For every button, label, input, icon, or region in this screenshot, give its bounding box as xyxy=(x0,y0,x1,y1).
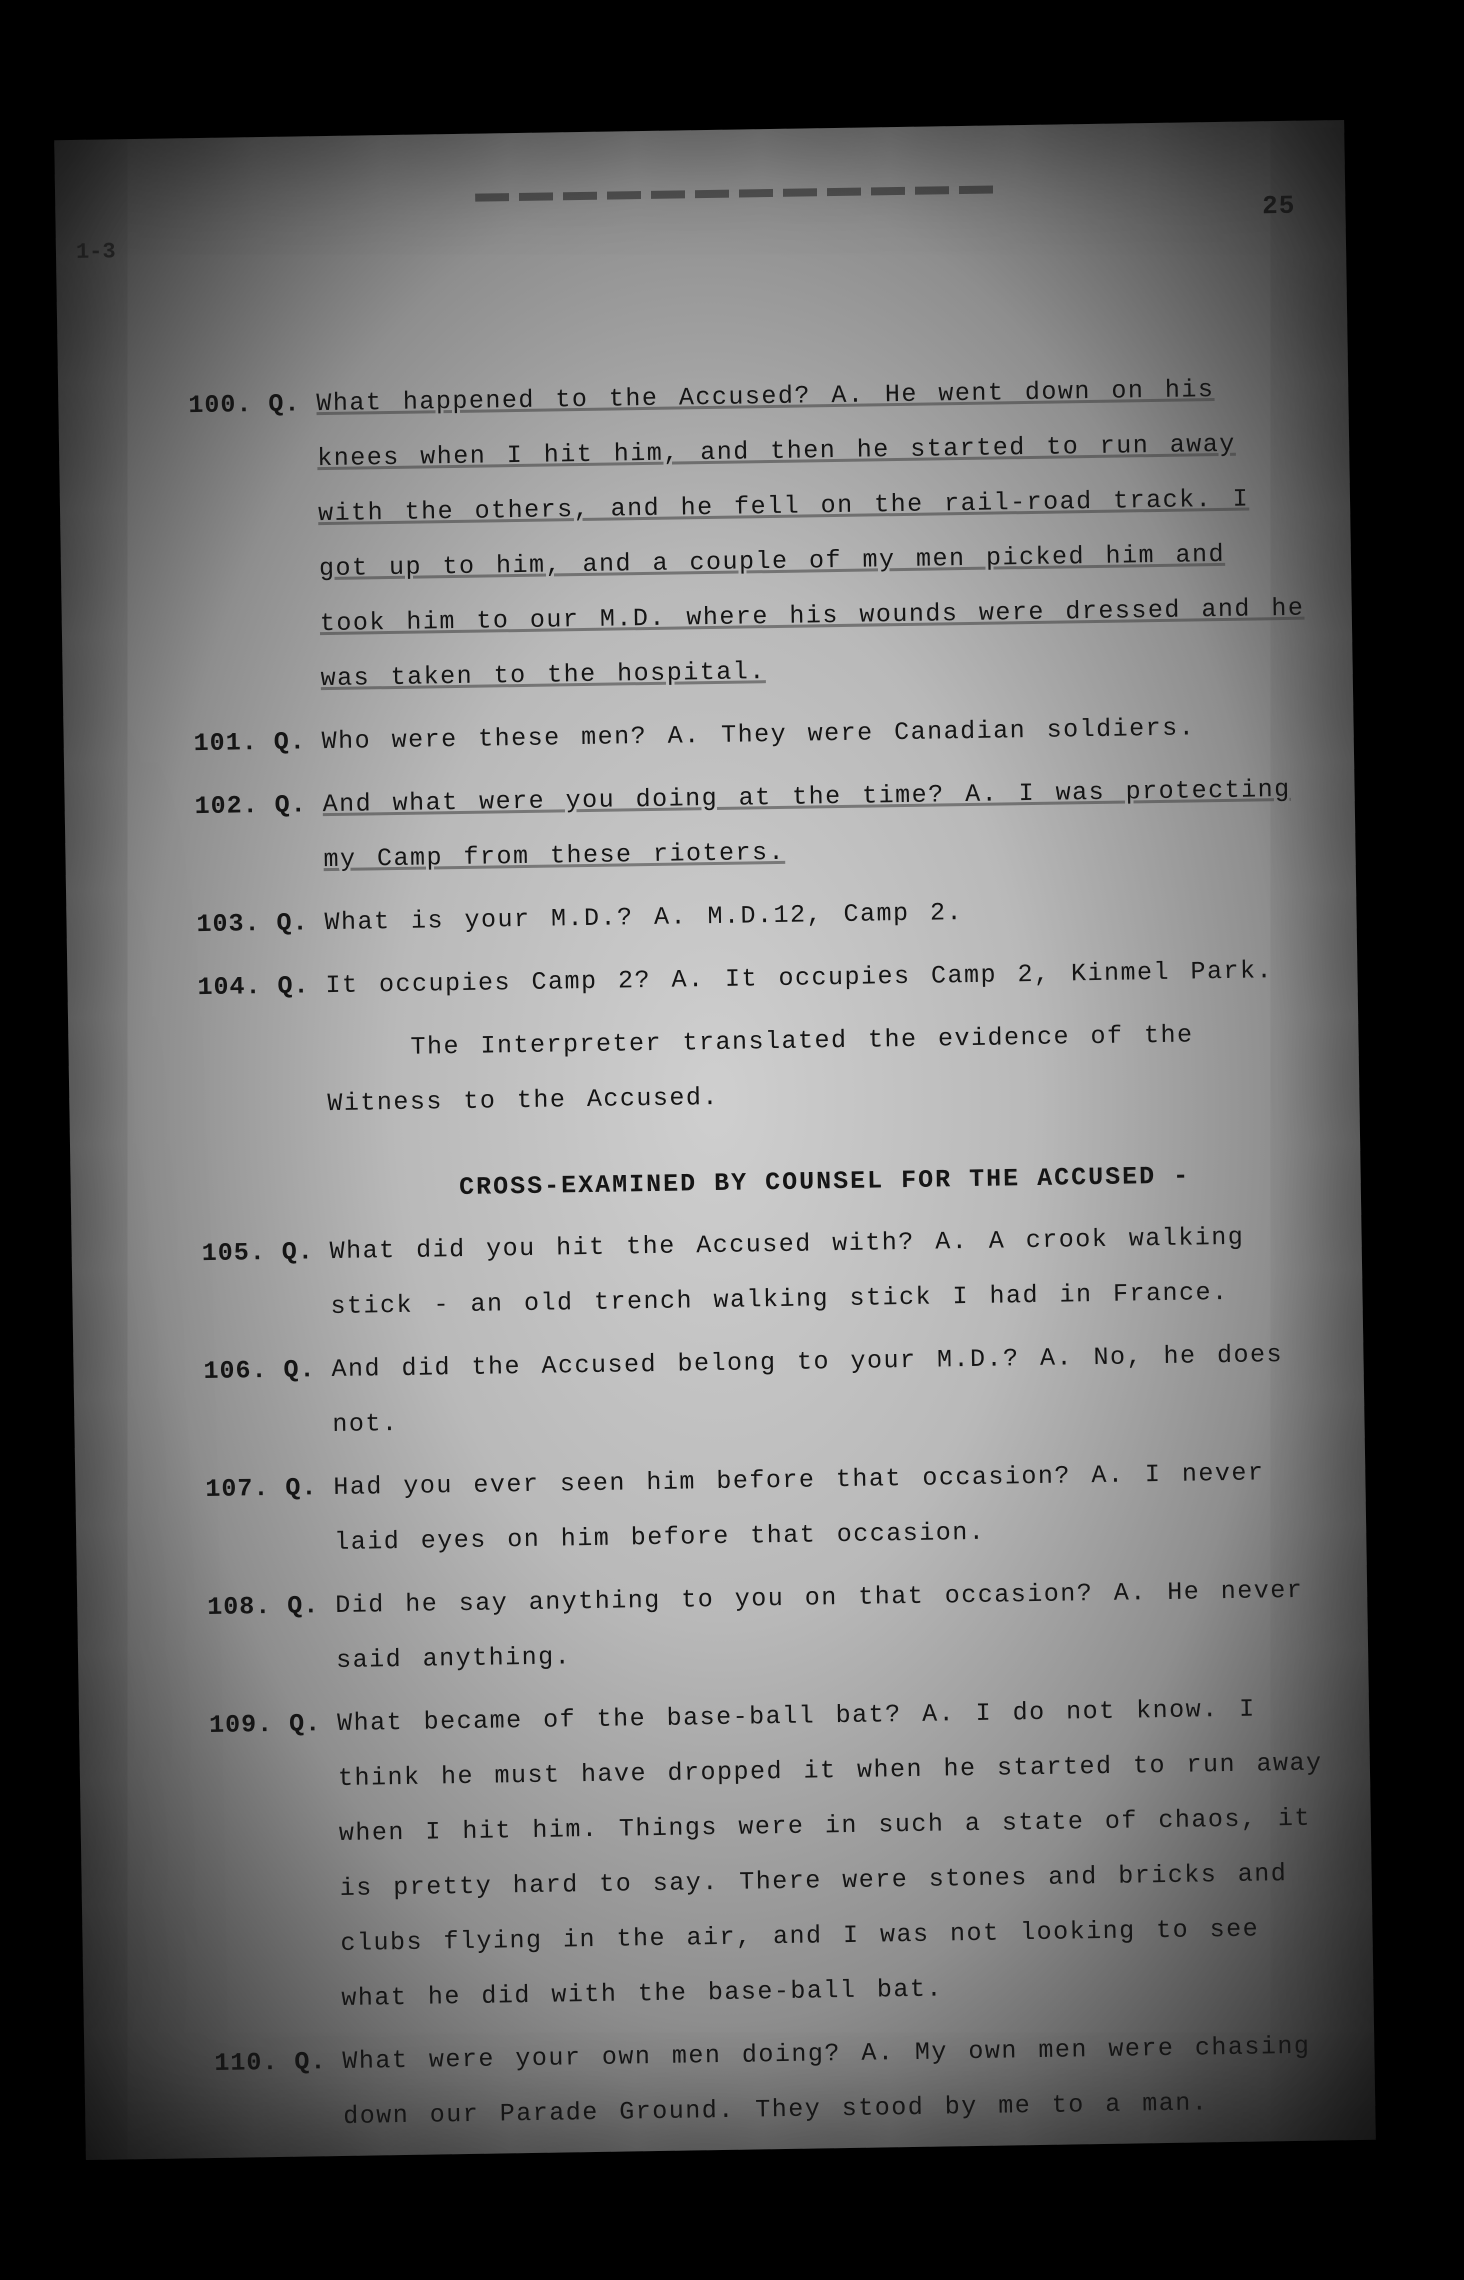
qa-entry-107 xyxy=(205,1444,1327,1572)
qa-entry-101 xyxy=(193,699,1314,772)
qa-entry-106 xyxy=(203,1326,1325,1454)
qa-text: And did the Accused belong to your M.D.? A. No, he does not. xyxy=(331,1340,1284,1440)
corner-mark: 1-3 xyxy=(75,239,116,265)
qa-entry-105 xyxy=(201,1208,1323,1336)
qa-text: Had you ever seen him before that occasion? A. I never laid eyes on him before that occasion. xyxy=(333,1458,1265,1558)
transcript-body xyxy=(188,361,1336,2154)
question-number: 107. Q. xyxy=(205,1473,318,1505)
question-number: 109. Q. xyxy=(208,1709,322,1741)
qa-entry-103 xyxy=(196,880,1317,953)
qa-entry-109 xyxy=(209,1680,1334,2028)
page-number: 25 xyxy=(1261,190,1296,222)
qa-entry-110 xyxy=(214,2018,1336,2146)
section-heading: CROSS-EXAMINED BY COUNSEL FOR THE ACCUSED - xyxy=(458,1161,1191,1203)
question-number: 105. Q. xyxy=(201,1237,314,1269)
qa-text: It occupies Camp 2? A. It occupies Camp 2, Kinmel Park. xyxy=(325,956,1274,1001)
question-number: 101. Q. xyxy=(193,727,306,759)
qa-text: What happened to the Accused? A. He went down on his knees when I hit him, and then he started to run away with the others, and he fell on the rail-road track. I got up to him, and a couple of my men picked him and took him to our M.D. where his wounds were dressed and he was taken to the hospital. xyxy=(316,375,1305,694)
qa-entry-100 xyxy=(188,361,1313,709)
question-number: 104. Q. xyxy=(197,971,310,1003)
document-page xyxy=(54,120,1376,2160)
header-stamp-mark xyxy=(475,185,995,201)
qa-entry-108 xyxy=(207,1562,1329,1690)
qa-text: What did you hit the Accused with? A. A crook walking stick - an old trench walking stick I had in France. xyxy=(329,1222,1245,1322)
qa-text: What is your M.D.? A. M.D.12, Camp 2. xyxy=(324,898,964,938)
interpreter-note: The Interpreter translated the evidence of the Witness to the Accused. xyxy=(327,1020,1194,1119)
question-number: 103. Q. xyxy=(196,908,309,940)
qa-entry-104 xyxy=(197,943,1318,1016)
qa-text: Who were these men? A. They were Canadian soldiers. xyxy=(321,713,1196,757)
question-number: 108. Q. xyxy=(207,1591,320,1623)
qa-entry-102 xyxy=(194,762,1316,890)
qa-text: What became of the base-ball bat? A. I do not know. I think he must have dropped it when he started to run away when I hit him. Things were in such a state of chaos, it is pretty hard to say. There were stones and bricks and clubs flying in the air, and I was not looking to see what he did with the base-ball bat. xyxy=(336,1694,1323,2013)
question-number: 110. Q. xyxy=(214,2047,327,2078)
question-number: 102. Q. xyxy=(194,790,307,822)
qa-text: Did he say anything to you on that occasion? A. He never said anything. xyxy=(335,1575,1304,1676)
qa-text: And what were you doing at the time? A. I was protecting my Camp from these rioters. xyxy=(322,774,1291,875)
question-number: 100. Q. xyxy=(188,389,301,421)
question-number: 106. Q. xyxy=(203,1355,316,1387)
qa-text: What were your own men doing? A. My own men were chasing down our Parade Ground. They stood by me to a man. xyxy=(342,2031,1311,2131)
